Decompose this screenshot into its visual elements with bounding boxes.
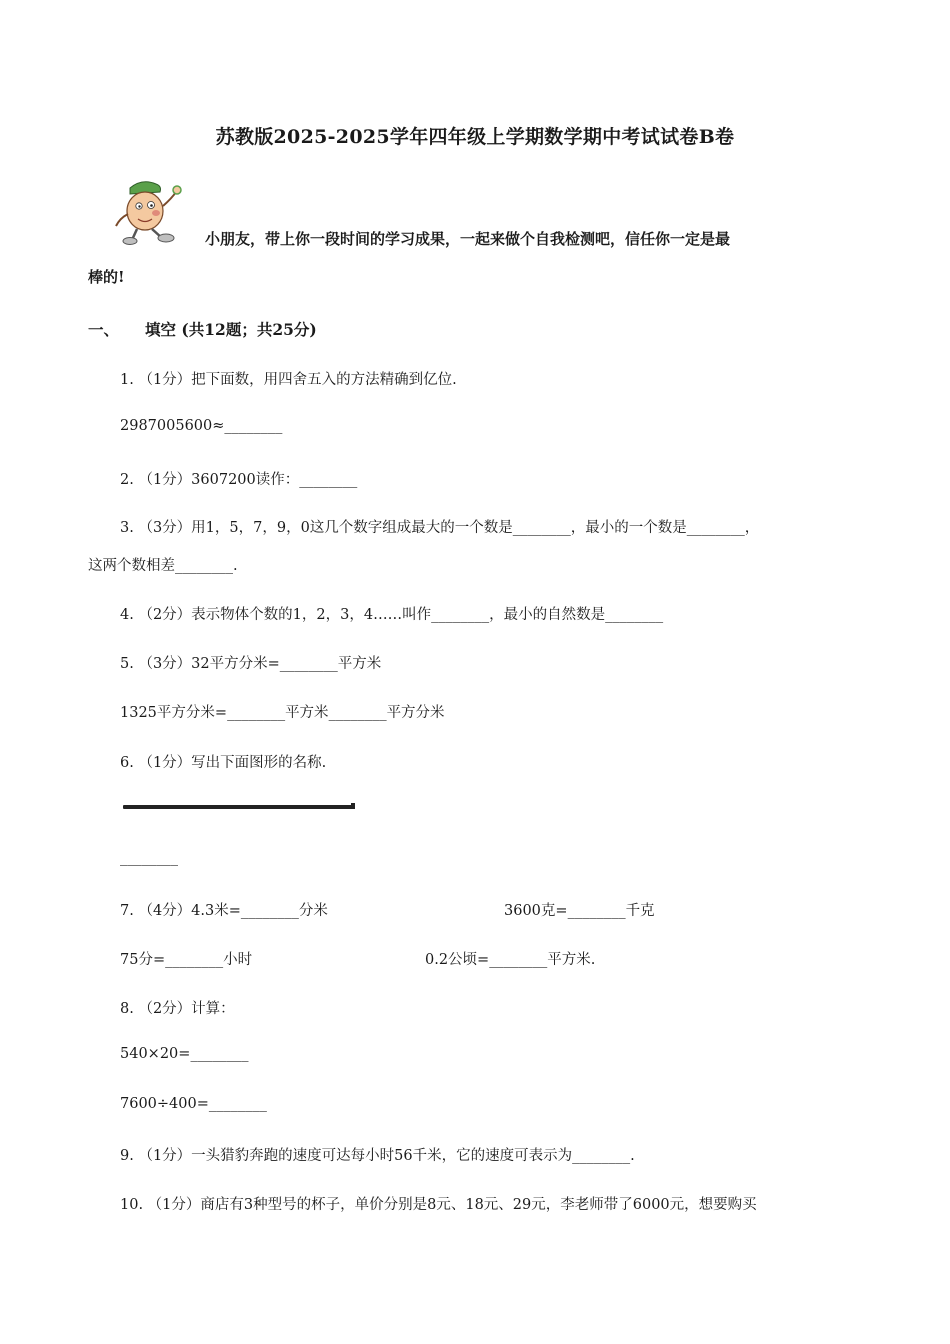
question-7-text-c: 3600克=: [504, 903, 568, 919]
question-7-part-1: [120, 899, 328, 920]
question-4: [120, 603, 663, 624]
question-3-text-e: .: [233, 558, 238, 574]
question-6: 6. （1分）写出下面图形的名称.: [120, 755, 327, 771]
question-7-text-g: 0.2公顷=: [425, 952, 490, 968]
answer-blank[interactable]: ________: [165, 952, 224, 968]
question-7-text-b: 分米: [298, 903, 328, 919]
question-7-part-2: [504, 899, 655, 920]
question-7-part-4: [425, 948, 595, 969]
question-4-text-a: 4. （2分）表示物体个数的1，2，3，4……叫作: [120, 607, 432, 623]
answer-blank[interactable]: ________: [208, 1096, 267, 1112]
answer-blank[interactable]: ________: [279, 656, 338, 672]
page-title: 苏教版2025-2025学年四年级上学期数学期中考试试卷B卷: [215, 126, 735, 148]
intro-text-line-2: 棒的!: [88, 268, 125, 286]
answer-blank[interactable]: ________: [120, 850, 178, 866]
answer-blank[interactable]: ________: [567, 903, 626, 919]
answer-blank[interactable]: ________: [686, 520, 745, 536]
question-5-text-b: 平方米: [337, 656, 382, 672]
line-segment-figure: [123, 805, 355, 809]
question-9-text-b: .: [630, 1148, 635, 1164]
answer-blank[interactable]: ________: [431, 607, 490, 623]
section-heading: [88, 318, 317, 340]
question-3-text-d: 这两个数相差: [88, 558, 175, 574]
question-5: [120, 652, 381, 673]
answer-blank[interactable]: ________: [572, 1148, 631, 1164]
question-9-text-a: 9. （1分）一头猎豹奔跑的速度可达每小时56千米，它的速度可表示为: [120, 1148, 573, 1164]
question-3-text-c: ，: [744, 520, 760, 536]
question-8-part-1: [120, 1046, 248, 1062]
question-7-part-3: [120, 948, 252, 969]
answer-blank[interactable]: ________: [190, 1046, 249, 1062]
answer-blank[interactable]: ________: [605, 607, 664, 623]
question-10: 10. （1分）商店有3种型号的杯子，单价分别是8元、18元、29元，李老师带了6000元，想要购买: [120, 1197, 757, 1213]
question-4-text-b: ，最小的自然数是: [489, 607, 606, 623]
question-7-text-d: 千克: [625, 903, 655, 919]
answer-blank[interactable]: ________: [328, 705, 387, 721]
question-1-answer: [120, 418, 282, 434]
question-7-text-f: 小时: [223, 952, 253, 968]
question-3-continued: [88, 554, 238, 575]
question-2: [120, 468, 357, 489]
question-9: [120, 1144, 635, 1165]
question-8: 8. （2分）计算：: [120, 1001, 235, 1017]
question-3-text-b: ，最小的一个数是: [570, 520, 687, 536]
answer-blank[interactable]: ________: [224, 418, 283, 434]
question-8-part-2: [120, 1096, 267, 1112]
question-5-text-c: 1325平方分米=: [120, 705, 228, 721]
answer-blank[interactable]: ________: [489, 952, 548, 968]
question-7-text-h: 平方米.: [547, 952, 596, 968]
answer-blank[interactable]: ________: [227, 705, 286, 721]
question-7-text-a: 7. （4分）4.3米=: [120, 903, 241, 919]
answer-blank[interactable]: ________: [512, 520, 571, 536]
question-5-text-e: 平方分米: [386, 705, 445, 721]
question-2-text: 2. （1分）3607200读作：: [120, 472, 300, 488]
question-8-text-a: 540×20=: [120, 1046, 191, 1062]
answer-blank[interactable]: ________: [240, 903, 299, 919]
question-5-text-d: 平方米: [285, 705, 329, 721]
question-8-text-b: 7600÷400=: [120, 1096, 209, 1112]
answer-blank[interactable]: ________: [175, 558, 233, 574]
line-segment-endpoint: [351, 803, 355, 809]
question-1-expression: 2987005600≈: [120, 418, 225, 434]
intro-text-line-1: 小朋友，带上你一段时间的学习成果，一起来做个自我检测吧，信任你一定是最: [205, 230, 731, 248]
question-1: 1. （1分）把下面数，用四舍五入的方法精确到亿位.: [120, 372, 457, 388]
section-number: 一、: [88, 320, 120, 339]
question-3-text-a: 3. （3分）用1，5，7，9，0这几个数字组成最大的一个数是: [120, 520, 513, 536]
question-5-continued: [120, 701, 445, 722]
question-7-text-e: 75分=: [120, 952, 166, 968]
question-3: [120, 516, 759, 537]
question-5-text-a: 5. （3分）32平方分米=: [120, 656, 280, 672]
section-label: 填空 (共12题；共25分): [145, 320, 317, 339]
answer-blank[interactable]: ________: [299, 472, 358, 488]
cartoon-boy-icon: [112, 178, 188, 246]
